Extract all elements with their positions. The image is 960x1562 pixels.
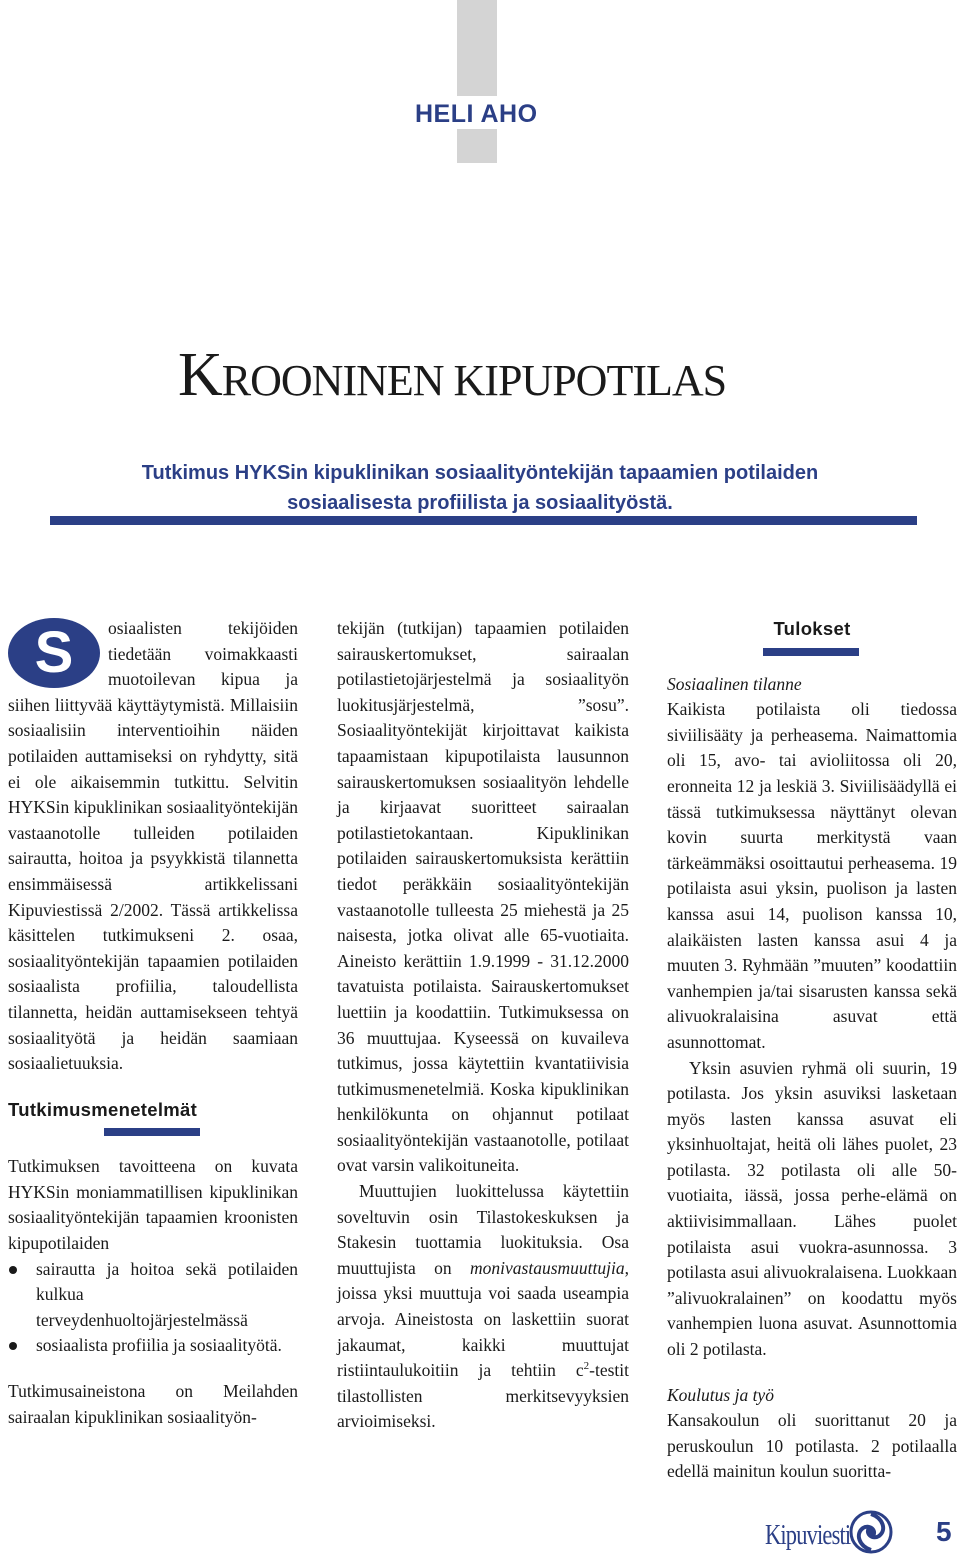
subheading-education: Koulutus ja työ: [667, 1384, 774, 1405]
author-name: HELI AHO: [415, 100, 538, 128]
social-paragraph: Kaikista potilaista oli tiedossa siviilisääty ja perheasema. Naimattomia oli 15, avo- tai avioliitossa oli 20, eronneita 12 ja leskiä 3. Siviilisäädyllä ei tässä tutkimuksessa näyttänyt olevan kovin suurta merkitystä vaan tärkeämmäksi osoittautui perheasema. 19 potilaista asui yksin, puolison ja lasten kanssa asui 14, puolison kanssa 10, alaikäisten lasten kanssa asui 4 ja muuten 3. Ryhmään ”muuten” koodattiin vanhempien ja/tai sisarusten kanssa sekä alivuokralaisina asuvat että asunnottomat.: [667, 699, 957, 1052]
title-divider: [50, 516, 917, 525]
material-paragraph: Tutkimusaineistona on Meilahden sairaalan kipuklinikan sosiaalityön-: [8, 1381, 298, 1427]
article-subtitle: [40, 458, 920, 518]
list-item: sosiaalista profiilia ja sosiaalityötä.: [8, 1333, 298, 1359]
dropcap: S: [8, 618, 100, 688]
column-3: [667, 616, 957, 1485]
subheading-social: Sosiaalinen tilanne: [667, 673, 802, 694]
variables-paragraph: [337, 1179, 629, 1435]
text-span: , joissa yksi muuttuja voi saada useampia arvoja. Aineistosta on laskettiin suorat jakaumat, kaikki muuttujat ristiintaulukoitiin ja tehtiin c: [337, 1257, 629, 1381]
living-alone-paragraph: Yksin asuvien ryhmä oli suurin, 19 potilasta. Jos yksin asuviksi lasketaan myös lasten kanssa asuvat eli yksinhuoltajat, heitä oli lähes puolet, 23 potilasta. 32 potilasta oli alle 50-vuotiaita, iässä, jossa perhe-elämä on aktiivisimmallaan. Lähes puolet potilaista asui vuokra-asunnossa. 3 potilasta asui alivuokralaisena. Luokkaan ”alivuokralainen” on koodattu myös vanhempien luona asuvat. Asunnottomia oli 2 potilasta.: [667, 1057, 957, 1360]
subtitle-line-1: Tutkimus HYKSin kipuklinikan sosiaalityöntekijän tapaamien potilaiden: [141, 462, 819, 484]
methods-paragraph: Tutkimuksen tavoitteena on kuvata HYKSin moniammatillisen kipuklinikan sosiaalityöntekijän tapaamien kroonisten kipupotilaiden: [8, 1156, 298, 1254]
swirl-logo-icon: [849, 1510, 893, 1554]
column-2: [337, 616, 629, 1435]
intro-paragraph: osiaalisten tekijöiden tiedetään voimakkaasti muotoilevan kipua ja siihen liittyvää käyttäytymistä. Millaisiin sosiaalisiin interventioihin näiden potilaiden auttamiseksi on ryhdytty, sitä ei ole aikaisemmin tutkittu. Selvitin HYKSin kipuklinikan sosiaalityöntekijän vastaanotolle tulleiden potilaiden sairautta, hoitoa ja psyykkistä tilannetta ensimmäisessä artikkelissani Kipuviestissä 2/2002. Tässä artikkelissa käsittelen tutkimukseni 2. osaa, sosiaalityöntekijän tapaamien potilaiden sosiaalista profiilia, taloudellista tilannetta, heidän auttamisekseen tehtyä sosiaalityötä ja heidän saamiaan sosiaalietuuksia.: [8, 618, 298, 1074]
exclamation-dot-decoration: [457, 129, 497, 163]
text-span: Muuttujien luokittelussa käytettiin soveltuvin osin Tilastokeskuksen ja Stakesin tuottamia luokituksia. Osa muuttujista on: [337, 1181, 629, 1278]
superscript: 2: [583, 1360, 590, 1373]
text-span: -testit tilastollisten merkitsevyyksien arvioimiseksi.: [337, 1360, 629, 1432]
kipuviesti-logo: [765, 1510, 885, 1558]
subtitle-line-2: sosiaalisesta profiilista ja sosiaalityöstä.: [287, 492, 673, 514]
page-number: 5: [936, 1516, 952, 1547]
list-item: sairautta ja hoitoa sekä potilaiden kulkua terveydenhuoltojärjestelmässä: [8, 1257, 298, 1334]
education-paragraph: Kansakoulun oli suorittanut 20 ja peruskoulun 10 potilasta. 2 potilaalla edellä mainitun koulun suoritta-: [667, 1410, 957, 1482]
italic-term: monivastausmuuttujia: [470, 1257, 625, 1278]
methods-list: [8, 1257, 298, 1359]
heading-underline: [763, 648, 859, 656]
data-paragraph: tekijän (tutkijan) tapaamien potilaiden sairauskertomukset, sairaalan potilastietojärjestelmä ja sosiaalityön luokitusjärjestelmä, ”sosu”. Sosiaalityöntekijät kirjoittavat kaikista tapaamistaan kipupotilaista lausunnon sairauskertomuksen sosiaalityön lehdelle ja kirjaavat suoritteet sairaalan potilastietokantaan. Kipuklinikan potilaiden sairauskertomuksista kerättiin tiedot peräkkäin sosiaalityöntekijän vastaanotolle tulleesta 25 miehestä ja 25 naisesta, jotka olivat alle 65-vuotiaita. Aineisto kerättiin 1.9.1999 - 31.12.2000 tavatuista potilaista. Sairauskertomukset luettiin ja koodattiin. Tutkimuksessa on 36 muuttujaa. Kyseessä on kuvaileva tutkimus, jossa käytettiin kvantatiivisia tutkimusmenetelmiä. Koska kipuklinikan henkilökunta on ohjannut potilaat sosiaalityöntekijän vastaanotolle, potilaat ovat varsin valikoituneita.: [337, 618, 629, 1176]
article-title: [178, 330, 898, 420]
section-heading-results: Tulokset: [773, 618, 851, 639]
section-heading-methods: Tutkimusmenetelmät: [8, 1098, 198, 1120]
column-1: [8, 616, 298, 1430]
logo-text: Kipuviesti: [765, 1520, 851, 1551]
heading-underline: [104, 1128, 200, 1136]
title-initial: K: [178, 341, 222, 409]
title-rest: ROONINEN KIPUPOTILAS: [221, 356, 727, 405]
exclamation-bar-decoration: [457, 0, 497, 96]
